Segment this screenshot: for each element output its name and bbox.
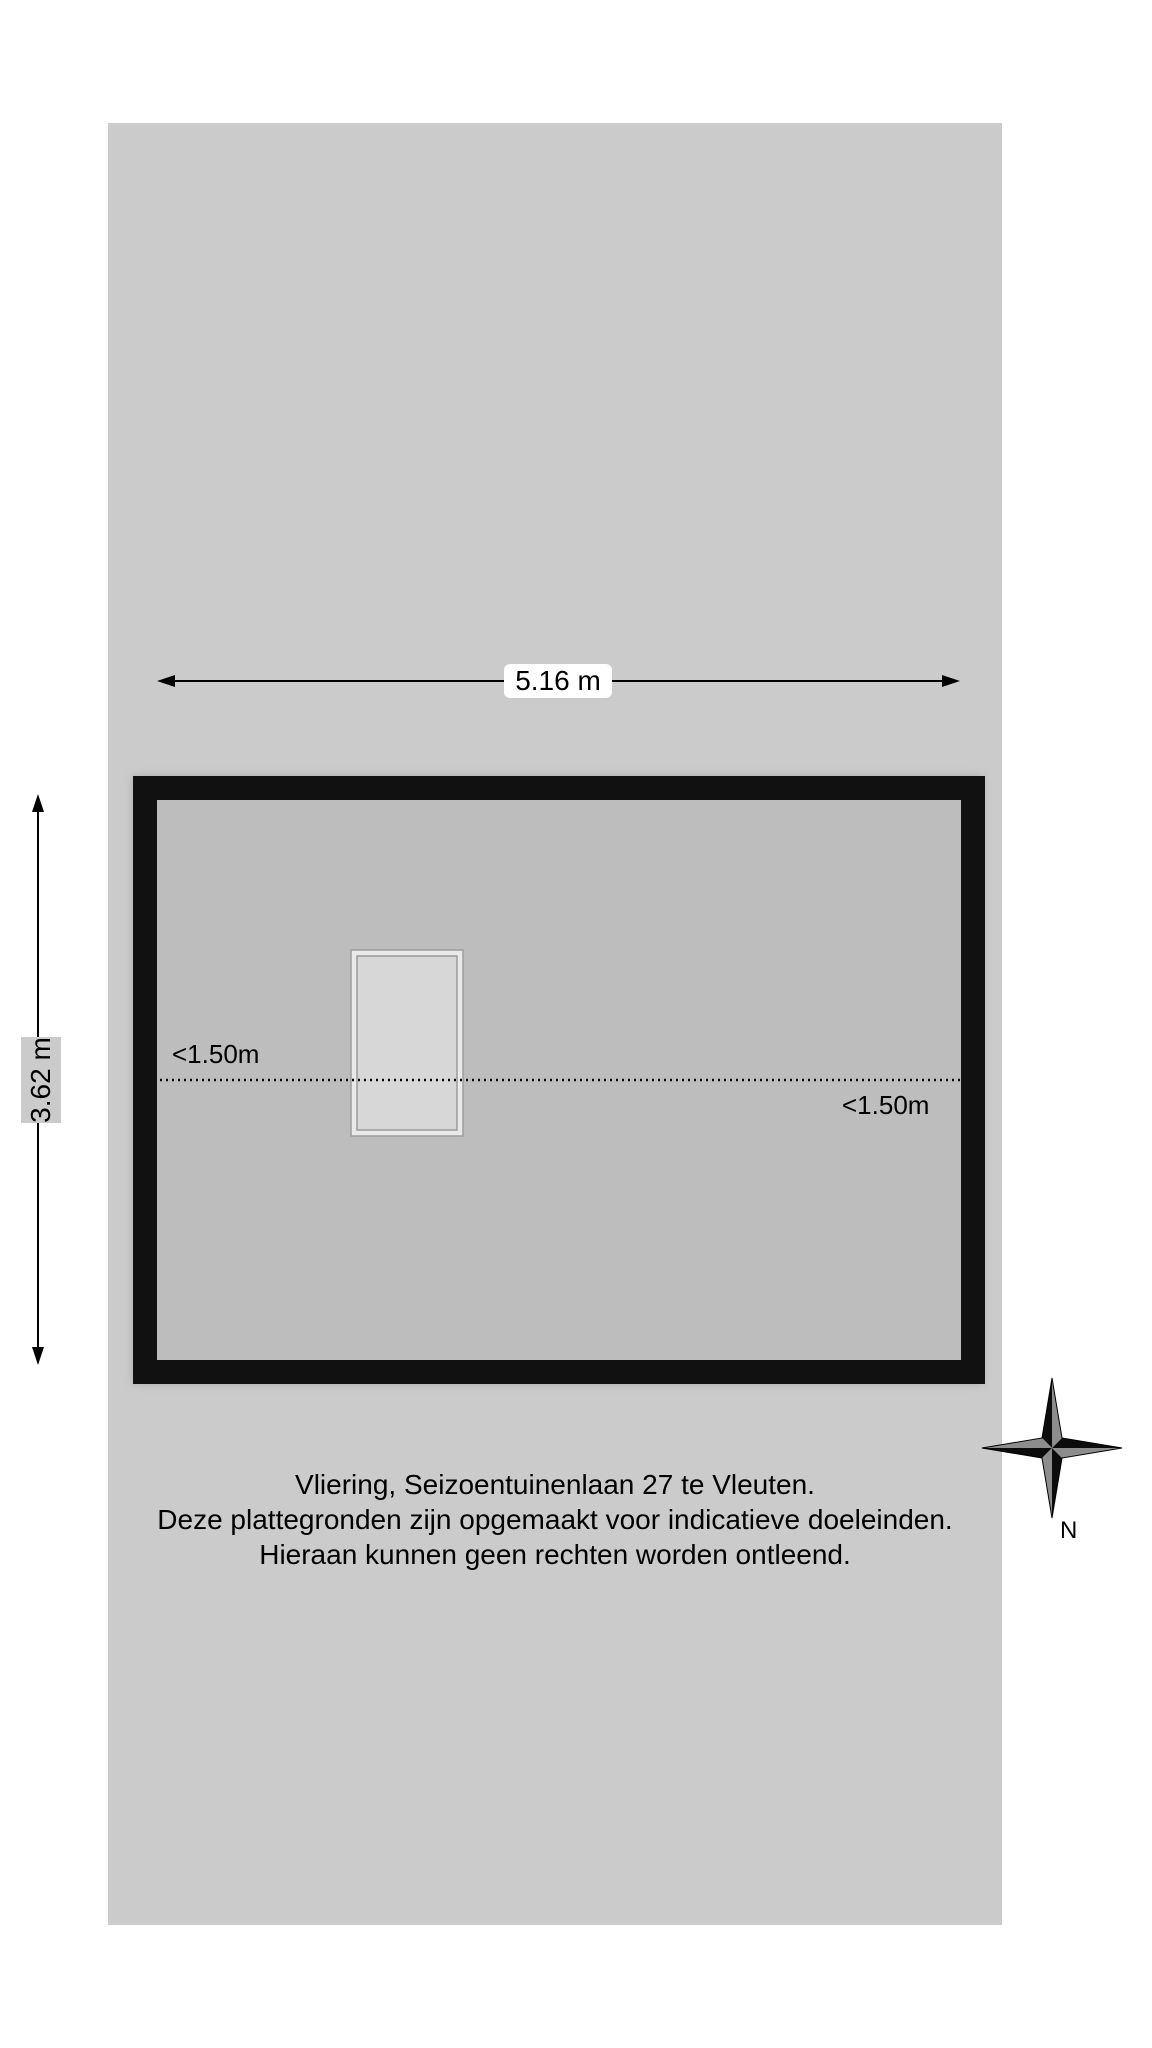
roof-hatch xyxy=(351,950,463,1136)
low-ceiling-label-left: <1.50m xyxy=(172,1039,260,1069)
compass-rose-icon xyxy=(982,1378,1122,1518)
caption-line-3: Hieraan kunnen geen rechten worden ontleend. xyxy=(259,1539,851,1570)
compass-north-label: N xyxy=(1060,1517,1078,1544)
room-floor xyxy=(157,800,961,1360)
floorplan-caption xyxy=(108,1467,1002,1572)
caption-line-1: Vliering, Seizoentuinenlaan 27 te Vleuten. xyxy=(295,1469,815,1500)
low-ceiling-label-right: <1.50m xyxy=(842,1090,930,1120)
width-dimension-label: 5.16 m xyxy=(504,664,612,698)
caption-line-2: Deze plattegronden zijn opgemaakt voor indicatieve doeleinden. xyxy=(157,1504,953,1535)
height-dimension-label: 3.62 m xyxy=(21,1037,61,1123)
